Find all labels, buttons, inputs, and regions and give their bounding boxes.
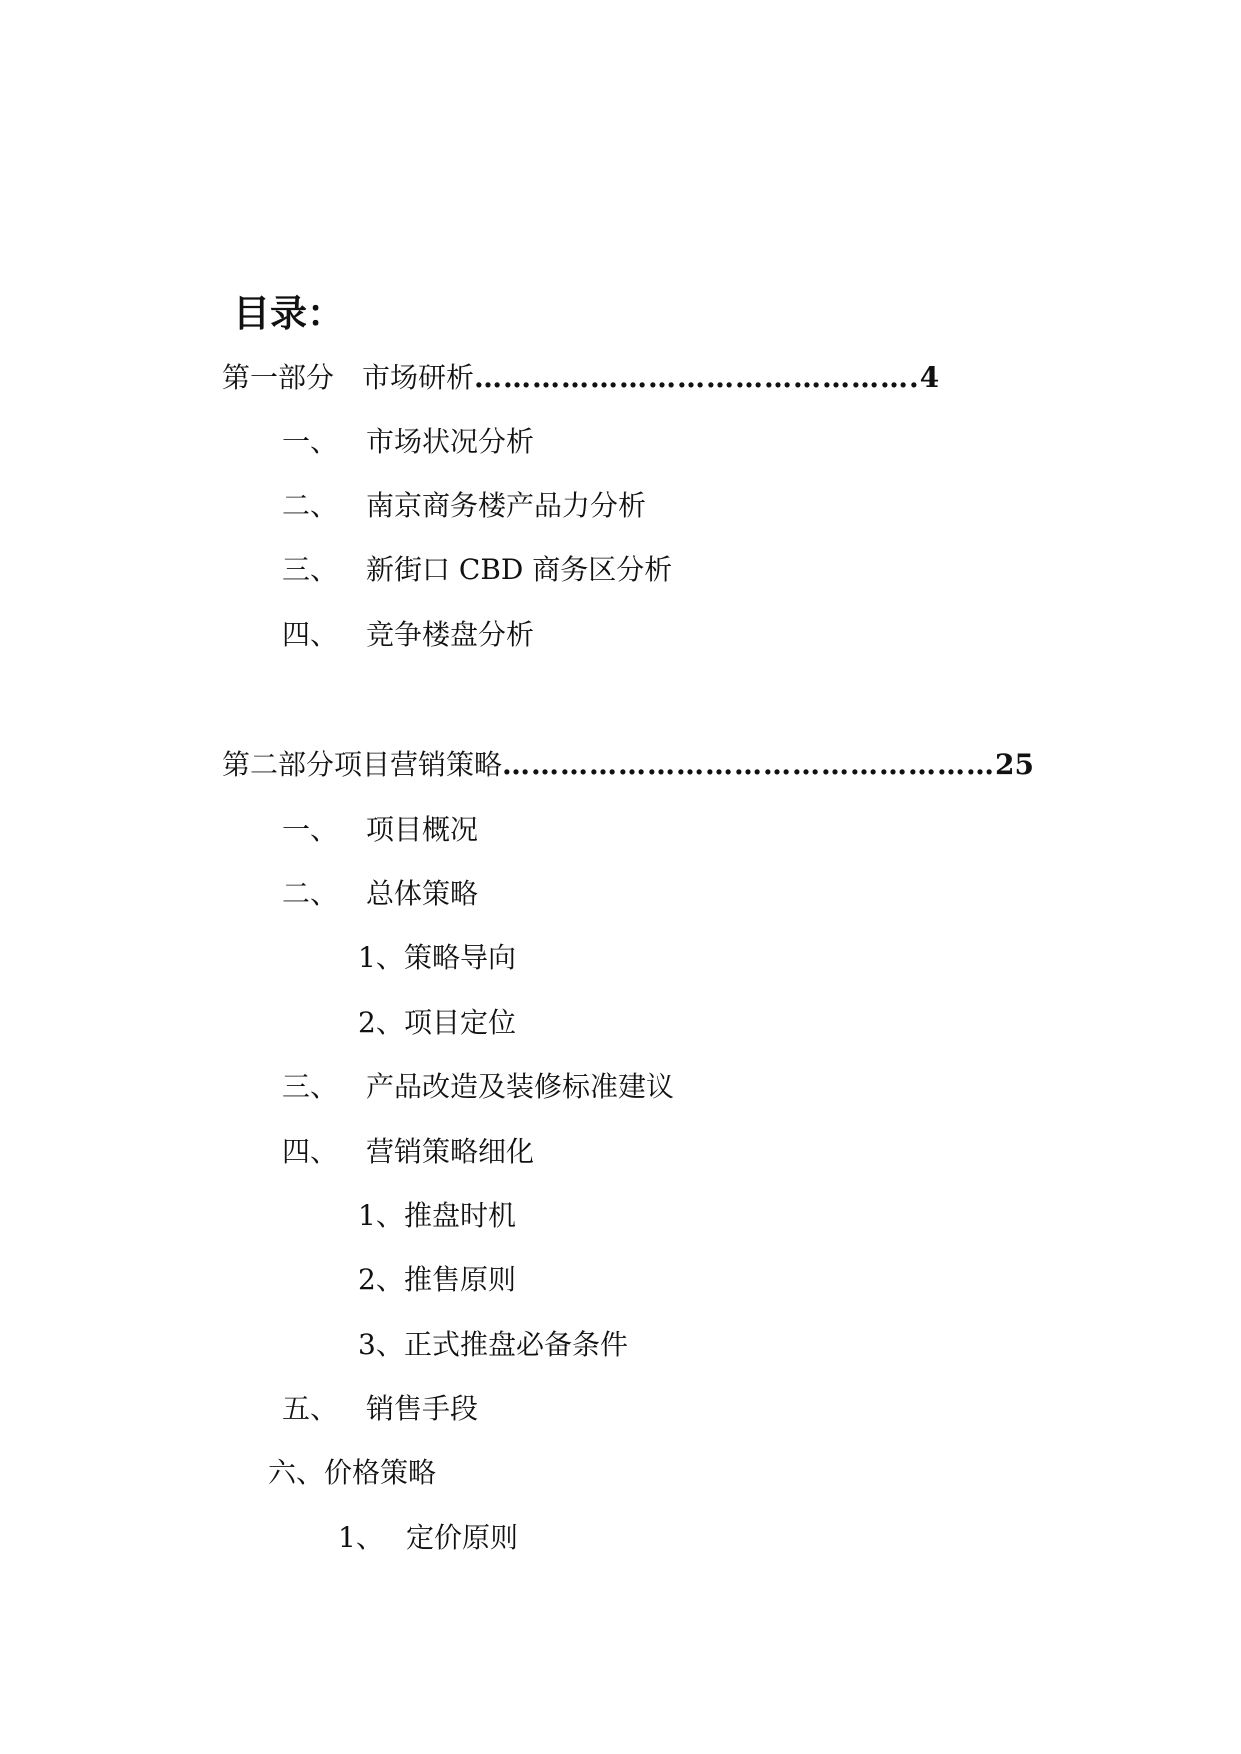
toc-subentry-text: 正式推盘必备条件 [404, 1328, 629, 1361]
toc-subentry-text: 推售原则 [404, 1263, 517, 1296]
toc-subentry-number: 1、 [338, 1521, 384, 1554]
toc-subentry-number: 2、 [358, 1006, 404, 1039]
toc-part-2-leader: …………………………………………… [502, 748, 996, 781]
toc-title: 目录： [233, 291, 344, 335]
toc-entry-number: 二、 [282, 877, 339, 910]
toc-part-2-label: 第二部分项目营销策略 [222, 748, 503, 781]
toc-part-1-page: 4 [919, 361, 940, 394]
toc-part-1[interactable] [222, 358, 939, 398]
toc-subentry-text: 定价原则 [406, 1521, 519, 1554]
toc-entry[interactable] [282, 810, 478, 850]
toc-entry-number: 六、 [268, 1456, 325, 1489]
toc-entry[interactable] [282, 550, 672, 590]
toc-subentry-number: 1、 [358, 1199, 404, 1232]
toc-entry[interactable] [282, 1389, 478, 1429]
toc-subentry[interactable] [358, 1325, 628, 1365]
toc-subentry[interactable] [358, 1003, 516, 1043]
toc-subentry-text: 推盘时机 [404, 1199, 517, 1232]
toc-entry[interactable] [282, 615, 534, 655]
toc-entry[interactable] [282, 874, 478, 914]
toc-subentry[interactable] [338, 1518, 518, 1558]
toc-part-2-page: 25 [995, 748, 1034, 781]
toc-entry-number: 一、 [282, 425, 339, 458]
toc-entry-text: 营销策略细化 [366, 1135, 535, 1168]
toc-entry[interactable] [268, 1453, 436, 1493]
toc-part-2[interactable] [222, 745, 1034, 785]
toc-entry-number: 五、 [282, 1392, 339, 1425]
toc-entry[interactable] [282, 1132, 534, 1172]
toc-subentry-text: 策略导向 [404, 941, 517, 974]
toc-entry-number: 四、 [282, 618, 339, 651]
toc-subentry-number: 1、 [358, 941, 404, 974]
toc-subentry-text: 项目定位 [404, 1006, 517, 1039]
toc-part-1-leader: ………………………………………. [474, 361, 920, 394]
toc-entry-number: 三、 [282, 553, 339, 586]
toc-entry-text: 项目概况 [366, 813, 479, 846]
toc-entry[interactable] [282, 422, 534, 462]
toc-entry-text: 市场状况分析 [366, 425, 535, 458]
toc-entry-text: 竞争楼盘分析 [366, 618, 535, 651]
toc-entry-text: 产品改造及装修标准建议 [366, 1070, 675, 1103]
toc-entry-text: 总体策略 [366, 877, 479, 910]
toc-subentry-number: 2、 [358, 1263, 404, 1296]
toc-part-1-label: 第一部分 市场研析 [222, 361, 475, 394]
toc-entry-text: 新街口 CBD 商务区分析 [366, 553, 673, 586]
toc-entry[interactable] [282, 1067, 674, 1107]
toc-entry-number: 四、 [282, 1135, 339, 1168]
toc-subentry[interactable] [358, 1260, 516, 1300]
toc-subentry[interactable] [358, 1196, 516, 1236]
toc-entry-text: 价格策略 [324, 1456, 437, 1489]
toc-subentry[interactable] [358, 938, 516, 978]
toc-entry-number: 一、 [282, 813, 339, 846]
toc-entry[interactable] [282, 486, 646, 526]
toc-entry-text: 销售手段 [366, 1392, 479, 1425]
toc-entry-number: 二、 [282, 489, 339, 522]
toc-subentry-number: 3、 [358, 1328, 404, 1361]
toc-entry-number: 三、 [282, 1070, 339, 1103]
toc-entry-text: 南京商务楼产品力分析 [366, 489, 647, 522]
